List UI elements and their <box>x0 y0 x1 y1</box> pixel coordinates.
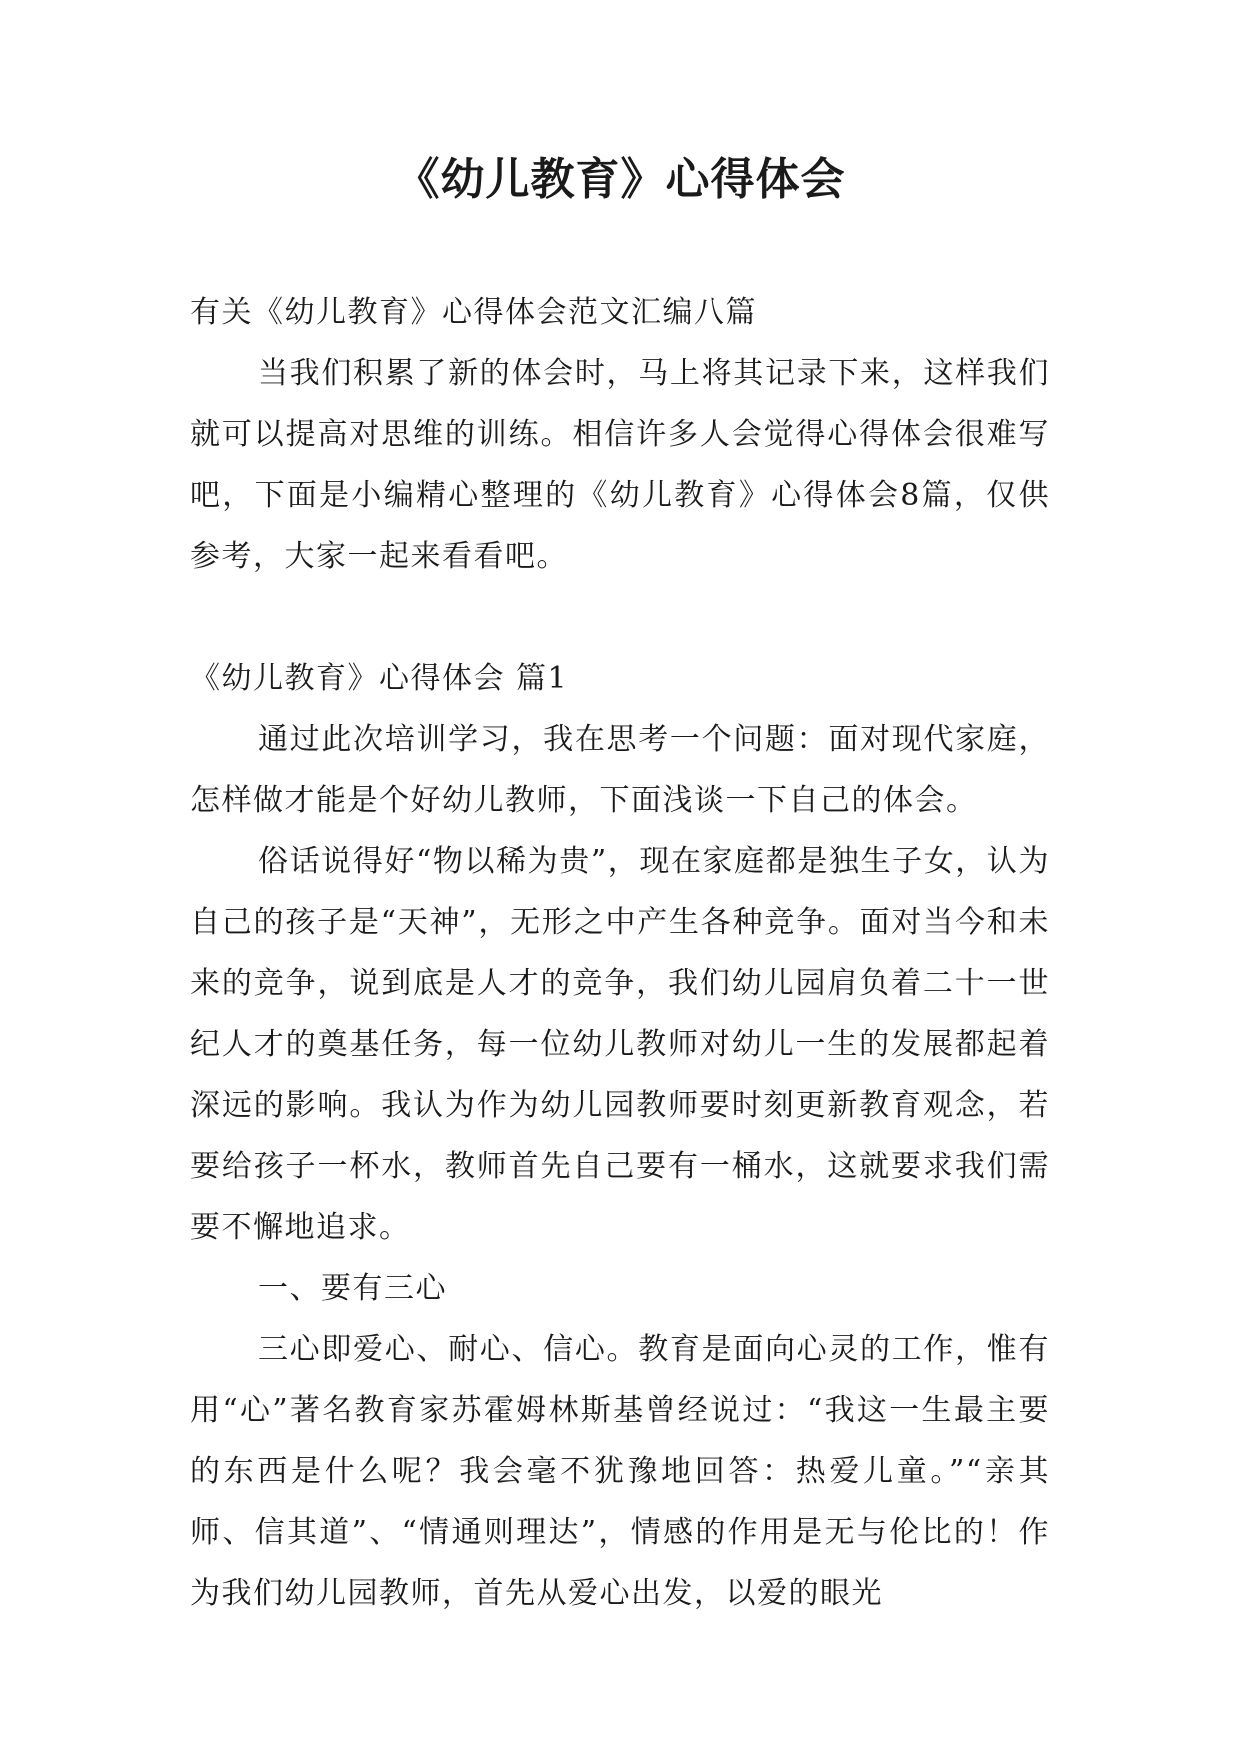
section-heading: 《幼儿教育》心得体会 篇1 <box>190 661 569 696</box>
body-paragraph: 通过此次培训学习，我在思考一个问题：面对现代家庭，怎样做才能是个好幼儿教师，下面浅谈一下自己的体会。 <box>190 722 1050 818</box>
document-title: 《幼儿教育》心得体会 <box>395 154 846 205</box>
section-spacer <box>190 587 1050 648</box>
body-paragraph: 三心即爱心、耐心、信心。教育是面向心灵的工作，惟有用“心”著名教育家苏霍姆林斯基曾经说过：“我这一生最主要的东西是什么呢？我会毫不犹豫地回答：热爱儿童。”“亲其师、信其道”、“情通则理达”，情感的作用是无与伦比的！作为我们幼儿园教师，首先从爱心出发，以爱的眼光 <box>190 1332 1050 1611</box>
document-subtitle: 有关《幼儿教育》心得体会范文汇编八篇 <box>190 295 757 330</box>
subsection-heading: 一、要有三心 <box>258 1271 447 1306</box>
intro-paragraph: 当我们积累了新的体会时，马上将其记录下来，这样我们就可以提高对思维的训练。相信许多人会觉得心得体会很难写吧，下面是小编精心整理的《幼儿教育》心得体会8篇，仅供参考，大家一起来看看吧。 <box>190 356 1050 574</box>
document-body <box>190 282 1050 1624</box>
body-paragraph: 俗话说得好“物以稀为贵”，现在家庭都是独生子女，认为自己的孩子是“天神”，无形之中产生各种竞争。面对当今和未来的竞争，说到底是人才的竞争，我们幼儿园肩负着二十一世纪人才的奠基任务，每一位幼儿教师对幼儿一生的发展都起着深远的影响。我认为作为幼儿园教师要时刻更新教育观念，若要给孩子一杯水，教师首先自己要有一桶水，这就要求我们需要不懈地追求。 <box>190 844 1050 1245</box>
